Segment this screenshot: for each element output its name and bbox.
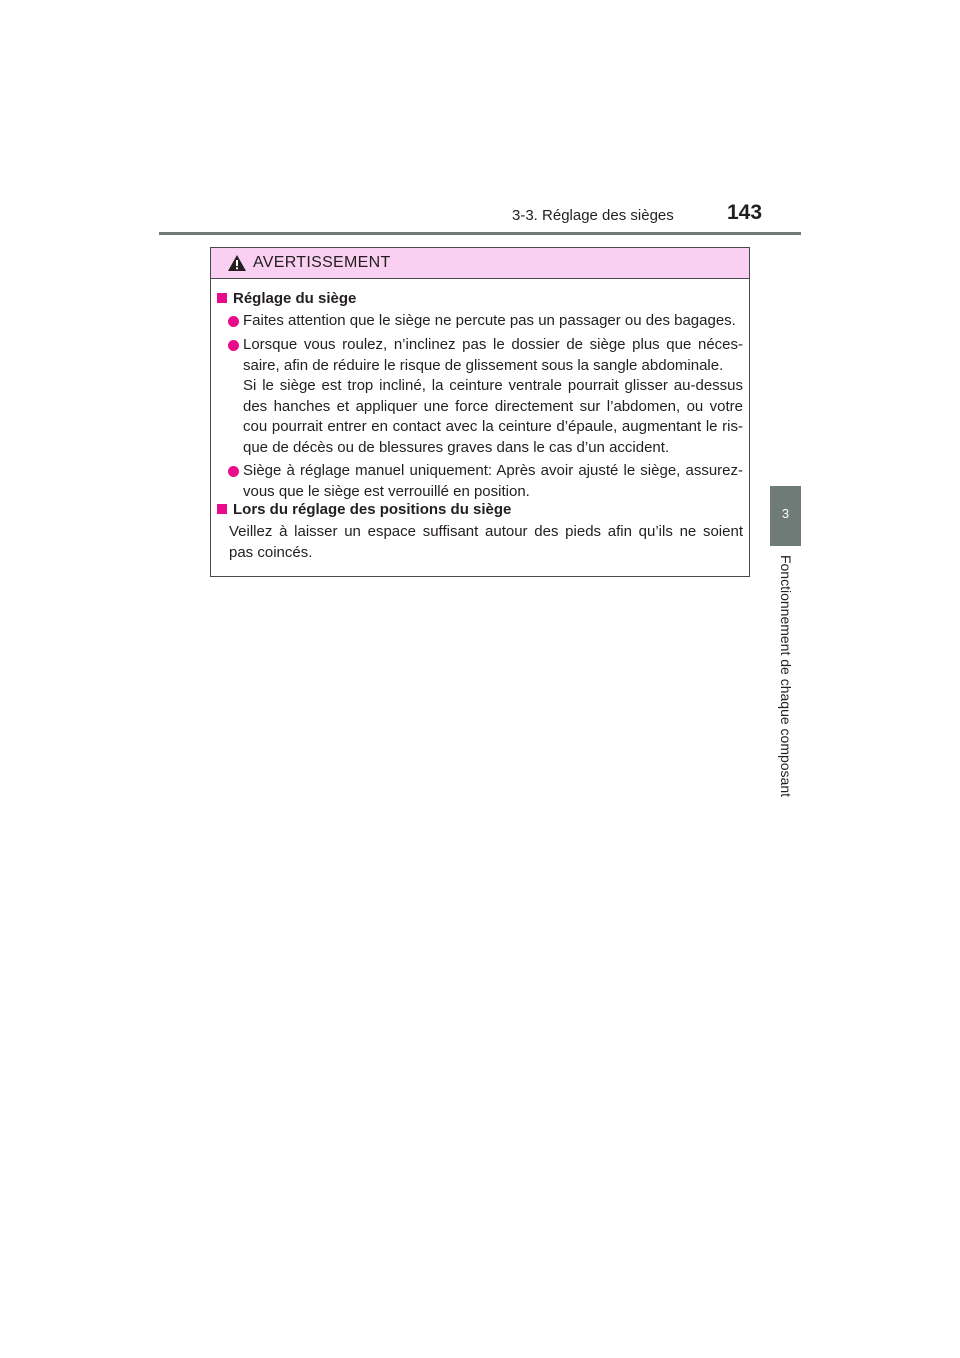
bullet-paragraph (243, 335, 743, 458)
text-line: Faites attention que le siège ne percute pas un passager ou des bagages. (243, 312, 736, 329)
circle-bullet-icon (228, 340, 239, 351)
text-line: que de décès ou de blessures graves dans le cas d’un accident. (243, 438, 670, 456)
square-bullet-icon (217, 504, 227, 514)
text-line: Veillez à laisser un espace suffisant autour des pieds afin qu’ils ne soient (229, 523, 743, 540)
section-title: 3-3. Réglage des sièges (512, 207, 674, 224)
warning-title: AVERTISSEMENT (253, 254, 391, 271)
section-heading-text: Lors du réglage des positions du siège (233, 501, 512, 518)
circle-bullet-icon (228, 466, 239, 477)
bullet-paragraph (243, 461, 743, 502)
section-heading-text: Réglage du siège (233, 290, 357, 307)
chapter-label: Fonctionnement de chaque composant (778, 554, 794, 798)
section-heading (217, 290, 356, 307)
bullet-paragraph (243, 311, 743, 332)
text-line: saire, afin de réduire le risque de glissement sous la sangle abdominale. (243, 356, 724, 374)
text-line: pas coincés. (229, 543, 313, 561)
text-line: vous que le siège est verrouillé en position. (243, 482, 530, 500)
warning-triangle-icon (227, 254, 247, 272)
text-line: Lorsque vous roulez, n’inclinez pas le dossier de siège plus que néces- (243, 336, 743, 353)
text-line: Siège à réglage manuel uniquement: Après avoir ajusté le siège, assurez- (243, 462, 743, 479)
section-heading (217, 501, 511, 518)
page-number: 143 (727, 201, 763, 224)
warning-box (210, 247, 750, 577)
chapter-number: 3 (781, 506, 790, 521)
text-line: cou pourrait entrer en contact avec la ceinture d’épaule, augmentant le ris- (243, 418, 743, 435)
square-bullet-icon (217, 293, 227, 303)
text-line: des hanches et appliquer une force directement sur l’abdomen, ou votre (243, 397, 743, 415)
circle-bullet-icon (228, 316, 239, 327)
warning-header (211, 248, 749, 279)
header-divider (159, 232, 801, 235)
text-line: Si le siège est trop incliné, la ceinture ventrale pourrait glisser au-dessus (243, 377, 743, 394)
section-paragraph (229, 522, 743, 563)
